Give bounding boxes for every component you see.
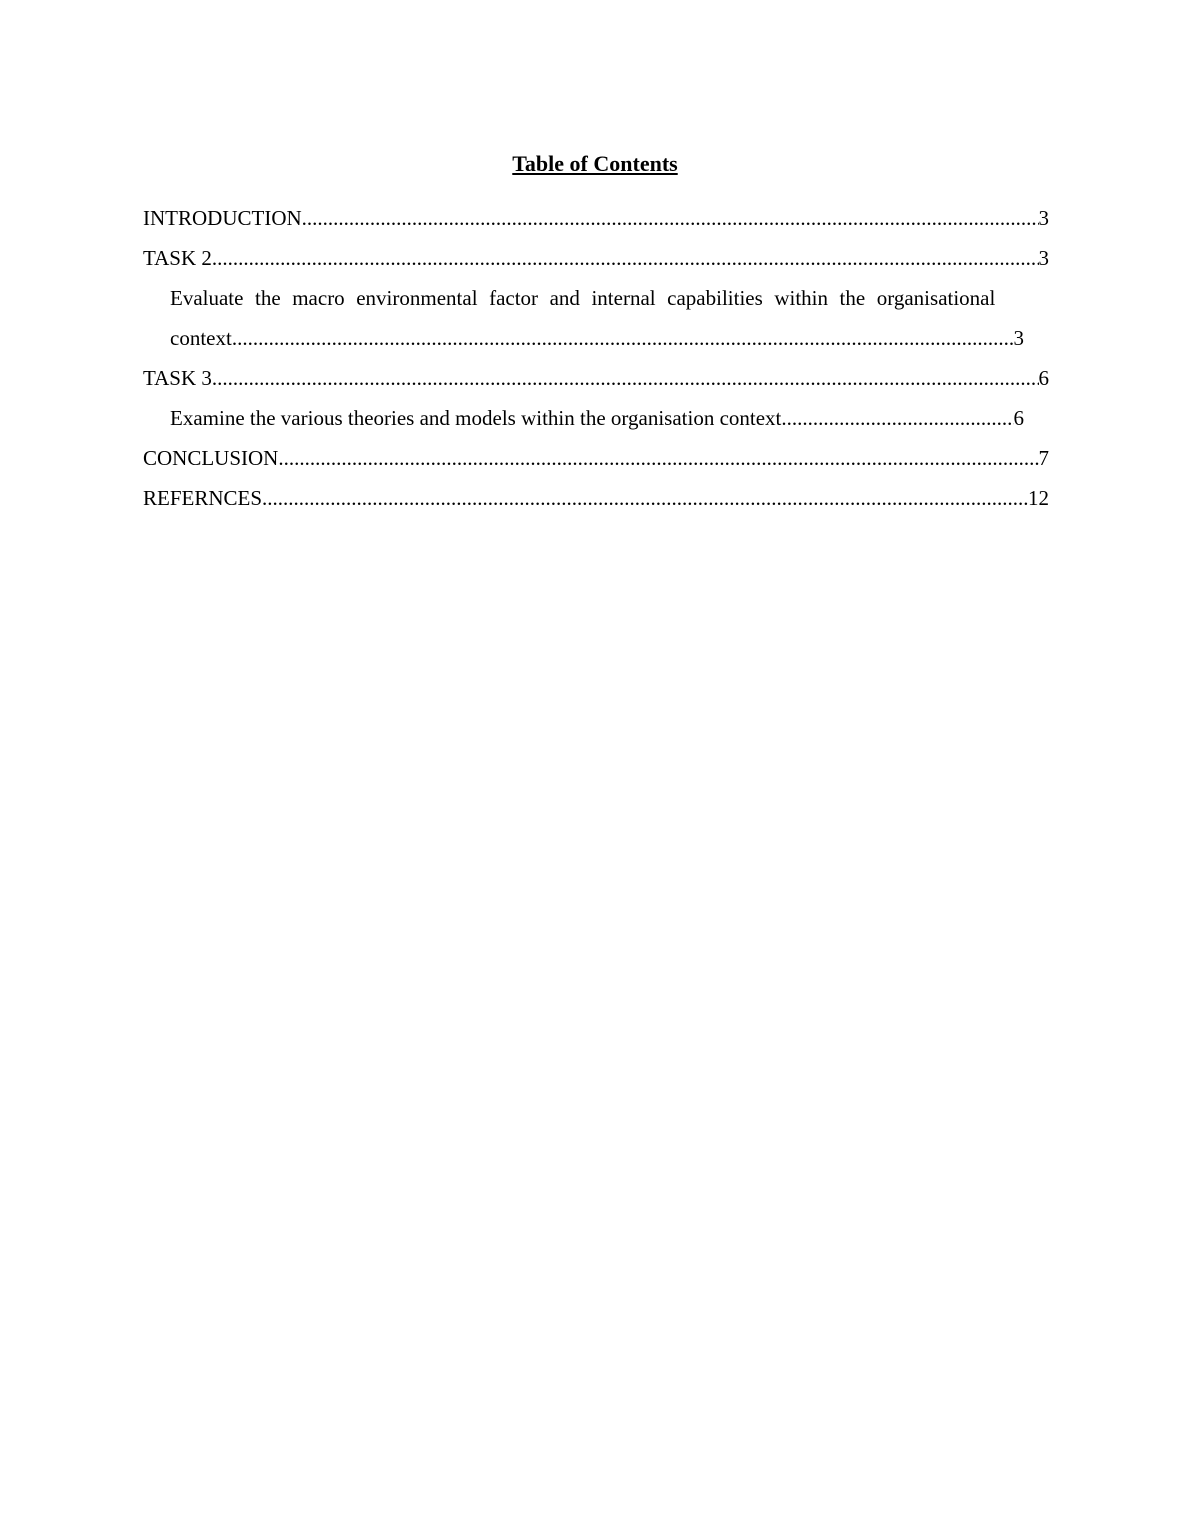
dot-leader — [232, 318, 1014, 358]
toc-entry-page: 6 — [1013, 406, 1024, 430]
toc-entry-label: INTRODUCTION — [143, 206, 302, 230]
toc-entry-task-2[interactable] — [143, 238, 1049, 278]
toc-entry-conclusion[interactable] — [143, 438, 1049, 478]
toc-entry-task-3[interactable] — [143, 358, 1049, 398]
toc-entry-label: REFERNCES — [143, 486, 263, 510]
toc-entry-theories-models-wrap — [143, 398, 1049, 438]
toc-entry-label-line2: context — [170, 326, 232, 350]
toc-entry-theories-models[interactable] — [170, 398, 1024, 438]
toc-entry-page: 3 — [1038, 206, 1049, 230]
toc-entry-page: 3 — [1038, 246, 1049, 270]
dot-leader — [781, 398, 1013, 438]
table-of-contents — [143, 198, 1049, 518]
toc-entry-label-line1: Evaluate the macro environmental factor and internal capabilities within the organisational — [170, 286, 996, 310]
toc-entry-line2[interactable] — [170, 318, 1024, 358]
toc-entry-label: TASK 2 — [143, 246, 212, 270]
toc-entry-macro-environment[interactable] — [143, 278, 1049, 358]
dot-leader — [212, 358, 1039, 398]
dot-leader — [302, 198, 1039, 238]
toc-entry-page: 6 — [1038, 366, 1049, 390]
toc-entry-label: CONCLUSION — [143, 446, 279, 470]
toc-entry-page: 7 — [1038, 446, 1049, 470]
dot-leader — [262, 478, 1028, 518]
dot-leader — [212, 238, 1039, 278]
toc-entry-references[interactable] — [143, 478, 1049, 518]
toc-entry-page: 3 — [1013, 326, 1024, 350]
toc-entry-label: TASK 3 — [143, 366, 212, 390]
toc-heading: Table of Contents — [512, 151, 678, 176]
dot-leader — [278, 438, 1038, 478]
toc-entry-introduction[interactable] — [143, 198, 1049, 238]
toc-entry-page: 12 — [1028, 486, 1049, 510]
toc-entry-label: Examine the various theories and models within the organisation context — [170, 406, 782, 430]
